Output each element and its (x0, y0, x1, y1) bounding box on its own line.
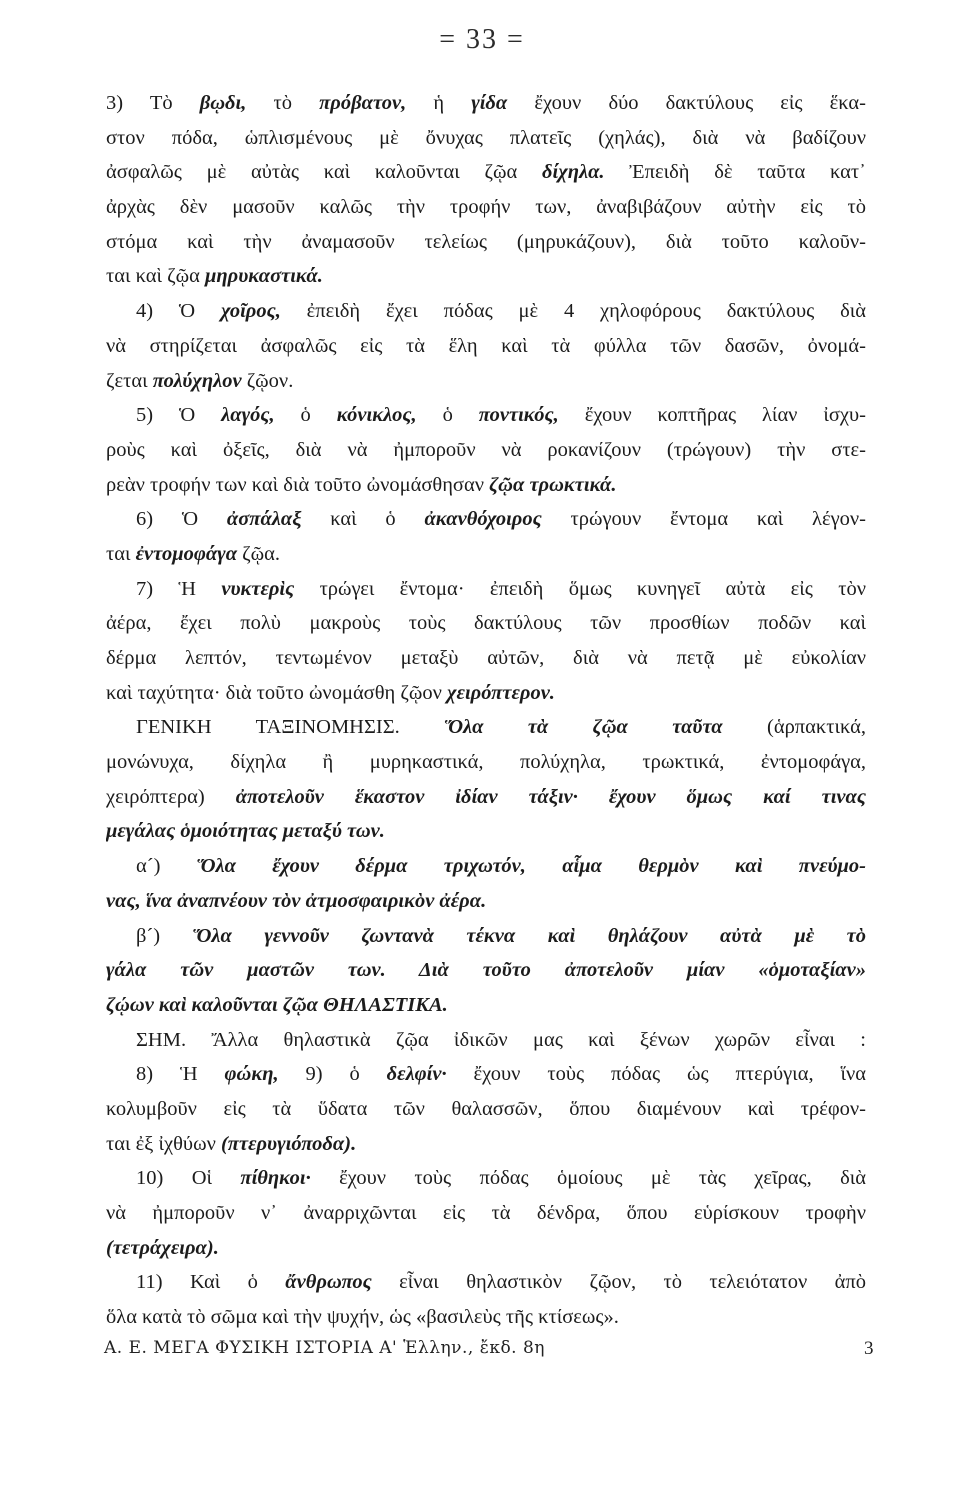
emphasis-term: γίδα (471, 92, 508, 114)
text-line (106, 1023, 866, 1058)
text-line (106, 953, 866, 988)
emphasis-term: μηρυκαστικά. (205, 265, 323, 288)
text-run: ται (106, 542, 136, 565)
text-line (106, 1265, 866, 1300)
text-line (106, 121, 866, 156)
text-line (106, 1127, 866, 1162)
emphasis-term: (πτερυγιόποδα). (220, 1132, 357, 1155)
text-run: ροὺς καὶ ὀξεῖς, διὰ νὰ ἠμποροῦν νὰ ροκανίζουν (τρώγουν) τὴν στε- (106, 438, 866, 461)
emphasis-term: χοῖρος, (220, 300, 281, 323)
text-run: ἀρχὰς δὲν μασοῦν καλῶς τὴν τροφήν των, ἀναβιβάζουν αὐτὴν εἰς τὸ (106, 196, 866, 219)
text-line (106, 1092, 866, 1127)
footer-sheet-number: 3 (864, 1338, 874, 1359)
text-run: ται καὶ ζῷα (106, 265, 205, 288)
text-run: ζῷον. (241, 369, 294, 392)
text-run: καὶ ταχύτητα· διὰ τοῦτο ὠνομάσθη ζῷον (106, 681, 448, 704)
emphasis-term: χειρόπτερον. (447, 681, 555, 704)
text-line (106, 606, 866, 641)
emphasis-term: πρόβατον, (319, 92, 407, 114)
text-run: ὁ (274, 404, 337, 427)
text-line (106, 364, 866, 399)
text-run: νὰ στηρίζεται ἀσφαλῶς εἰς τὰ ἕλη καὶ τὰ φύλλα τῶν δασῶν, ὀνομά- (106, 334, 866, 357)
text-line (106, 502, 866, 537)
emphasis-term: κόνικλος, (336, 404, 417, 427)
text-line (106, 1231, 866, 1266)
text-run: καὶ ὁ (301, 508, 425, 531)
footer-title: Α. Ε. ΜΕΓΑ ΦΥΣΙΚΗ ΙΣΤΟΡΙΑ Α' Ἑλλην., ἔκδ. 8η (104, 1338, 545, 1358)
text-run: 3) Τὸ (106, 92, 200, 114)
text-run: ται ἐξ ἰχθύων (106, 1132, 221, 1155)
text-run: μονώνυχα, δίχηλα ἢ μυρηκαστικά, πολύχηλα, τρωκτικά, ἐντομοφάγα, (106, 751, 866, 774)
text-run: στον πόδα, ὡπλισμένους μὲ ὄνυχας πλατεῖς (χηλάς), διὰ νὰ βαδίζουν (106, 126, 866, 149)
emphasis-term: ζῷα τρωκτικά. (489, 473, 617, 496)
text-line (106, 1161, 866, 1196)
text-line (106, 259, 866, 294)
text-run: ΣΗΜ. Ἄλλα θηλαστικὰ ζῷα ἰδικῶν μας καὶ ξένων χωρῶν εἶναι : (136, 1028, 866, 1051)
text-line (106, 398, 866, 433)
text-run: 4) Ὁ (136, 300, 221, 323)
text-run: τρώγει ἔντομα· ἐπειδὴ ὅμως κυνηγεῖ αὐτὰ εἰς τὸν (294, 577, 866, 600)
text-run: ἡ (406, 92, 472, 114)
text-line (106, 780, 866, 815)
text-line (106, 190, 866, 225)
emphasis-term: ζῴων καὶ καλοῦνται ζῷα ΘΗΛΑΣΤΙΚΑ. (106, 993, 448, 1016)
emphasis-term: ἄνθρωπος (285, 1271, 372, 1294)
emphasis-term: βῳδι, (199, 92, 247, 114)
emphasis-term: δελφίν· (386, 1063, 447, 1086)
text-line (106, 1300, 866, 1335)
text-run: τὸ (246, 92, 320, 114)
text-line (106, 884, 866, 919)
text-line (106, 814, 866, 849)
page-number: = 33 = (439, 24, 525, 55)
text-line (106, 710, 866, 745)
emphasis-term: γάλα τῶν μαστῶν των. Διὰ τοῦτο ἀποτελοῦν μίαν «ὁμοταξίαν» (106, 959, 866, 982)
text-run: δέρμα λεπτόν, τεντωμένον μεταξὺ αὐτῶν, διὰ νὰ πετᾷ μὲ εὐκολίαν (106, 647, 866, 669)
text-run: 5) Ὁ (136, 404, 222, 427)
text-run: ἔχουν τοὺς πόδας ὁμοίους μὲ τὰς χεῖρας, διὰ (310, 1167, 866, 1190)
text-run: ἔχουν τοὺς πόδας ὡς πτερύγια, ἵνα (446, 1063, 866, 1086)
text-run: χειρόπτερα) (106, 785, 236, 808)
text-run: κολυμβοῦν εἰς τὰ ὕδατα τῶν θαλασσῶν, ὅπου διαμένουν καὶ τρέφον- (106, 1097, 866, 1120)
emphasis-term: πολύχηλον (152, 369, 242, 392)
text-run: ζῷα. (237, 542, 281, 565)
text-run: ρεὰν τροφήν των καὶ διὰ τοῦτο ὠνομάσθησαν (106, 473, 490, 496)
emphasis-term: Ὅλα τὰ ζῷα ταῦτα (444, 716, 723, 739)
text-line (106, 537, 866, 572)
text-line (106, 676, 866, 711)
emphasis-term: μεγάλας ὁμοιότητας μεταξύ των. (106, 820, 385, 843)
emphasis-term: ἀποτελοῦν ἕκαστον ἰδίαν τάξιν· ἔχουν ὅμως καί τινας (235, 785, 866, 808)
emphasis-term: ἐντομοφάγα (135, 542, 238, 565)
emphasis-term: Ὅλα ἔχουν δέρμα τριχωτόν, αἷμα θερμὸν καὶ πνεύμο- (196, 855, 866, 878)
emphasis-term: νας, ἵνα ἀναπνέουν τὸν ἀτμοσφαιρικὸν ἀέρα. (106, 889, 487, 912)
text-line (106, 572, 866, 607)
text-run: Ἐπειδὴ δὲ ταῦτα κατ᾿ (604, 161, 866, 184)
text-line (106, 433, 866, 468)
emphasis-term: Ὅλα γεννοῦν ζωντανὰ τέκνα καὶ θηλάζουν αὐτὰ μὲ τὸ (192, 924, 866, 947)
page-footer (104, 1338, 874, 1358)
text-line (106, 849, 866, 884)
text-line (106, 988, 866, 1023)
emphasis-term: ἀσπάλαξ (226, 508, 302, 531)
text-run: ζεται (106, 369, 153, 392)
text-run: νὰ ἠμποροῦν ν᾿ ἀναρριχῶνται εἰς τὰ δένδρα, ὅπου εὑρίσκουν τροφὴν (106, 1202, 866, 1224)
text-line (106, 468, 866, 503)
text-line (106, 225, 866, 260)
text-run: 7) Ἡ (136, 577, 222, 600)
emphasis-term: ἀκανθόχοιρος (424, 508, 542, 531)
text-run: 6) Ὁ (136, 508, 227, 531)
emphasis-term: φώκη, (224, 1063, 279, 1086)
text-run: 11) Καὶ ὁ (136, 1271, 286, 1294)
text-line (106, 294, 866, 329)
text-run: ἔχουν κοπτῆρας λίαν ἰσχυ- (558, 404, 866, 427)
text-line (106, 745, 866, 780)
emphasis-term: πίθηκοι· (240, 1167, 311, 1190)
text-line (106, 1196, 866, 1231)
text-run: 10) Οἱ (136, 1167, 241, 1190)
emphasis-term: λαγός, (221, 404, 275, 427)
text-run: α´) (136, 855, 197, 878)
text-run: ἀσφαλῶς μὲ αὐτὰς καὶ καλοῦνται ζῷα (106, 161, 542, 184)
text-run: ΓΕΝΙΚΗ ΤΑΞΙΝΟΜΗΣΙΣ. (136, 716, 445, 739)
text-line (106, 86, 866, 121)
text-line (106, 919, 866, 954)
text-run: ἔχουν δύο δακτύλους εἰς ἕκα- (507, 92, 866, 114)
emphasis-term: (τετράχειρα). (106, 1236, 219, 1259)
emphasis-term: δίχηλα. (542, 161, 605, 184)
text-run: β´) (136, 924, 193, 947)
text-line (106, 155, 866, 190)
text-line (106, 329, 866, 364)
text-run: ὁ (416, 404, 479, 427)
page-body (106, 86, 866, 1335)
emphasis-term: ποντικός, (478, 404, 559, 427)
text-run: ἀέρα, ἔχει πολὺ μακροὺς τοὺς δακτύλους τῶν προσθίων ποδῶν καὶ (106, 612, 866, 635)
text-line (106, 641, 866, 676)
text-run: ὅλα κατὰ τὸ σῶμα καὶ τὴν ψυχήν, ὡς «βασιλεὺς τῆς κτίσεως». (106, 1306, 619, 1329)
text-run: τρώγουν ἔντομα καὶ λέγον- (541, 508, 866, 531)
text-run: 9) ὁ (278, 1063, 387, 1086)
text-run: εἶναι θηλαστικὸν ζῷον, τὸ τελειότατον ἀπὸ (371, 1271, 866, 1294)
text-run: 8) Ἡ (136, 1063, 225, 1086)
text-run: (ἁρπακτικά, (722, 716, 866, 739)
text-run: στόμα καὶ τὴν ἀναμασοῦν τελείως (μηρυκάζουν), διὰ τοῦτο καλοῦν- (106, 230, 866, 253)
text-run: ἐπειδὴ ἔχει πόδας μὲ 4 χηλοφόρους δακτύλους διὰ (280, 300, 866, 323)
text-line (106, 1057, 866, 1092)
emphasis-term: νυκτερὶς (221, 577, 295, 600)
